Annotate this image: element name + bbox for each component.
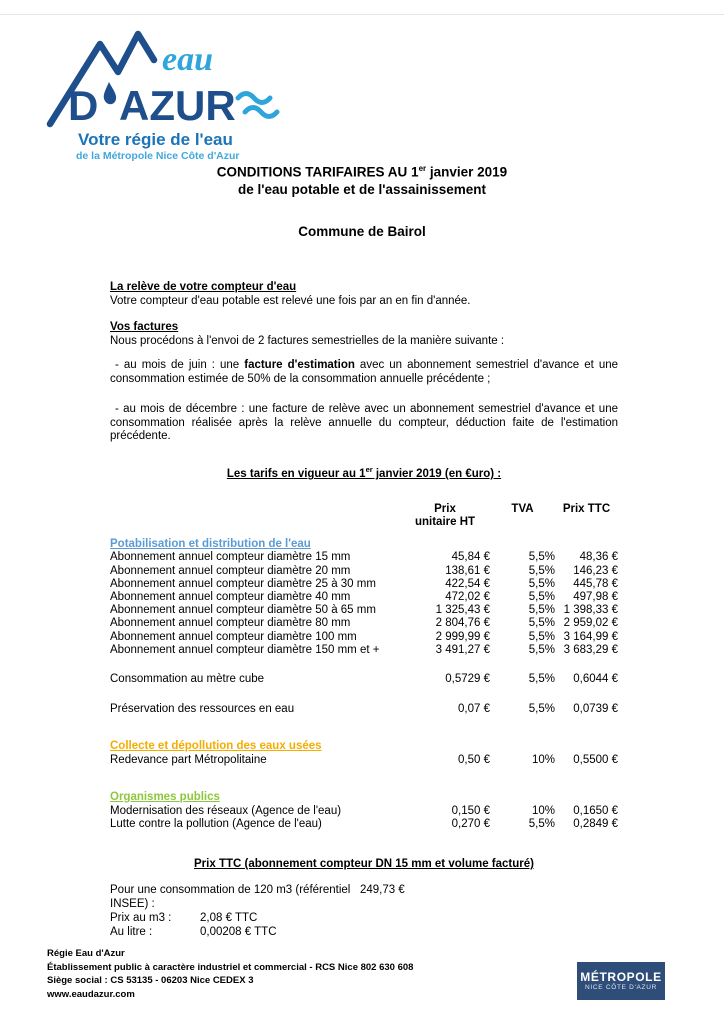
tariff-ht: 0,5729 € [445, 672, 490, 685]
tariff-ttc: 0,1650 € [573, 804, 618, 817]
tariff-tva: 5,5% [528, 551, 555, 564]
table-row [110, 818, 618, 831]
releve-heading: La relève de votre compteur d'eau [110, 281, 297, 293]
tariff-ttc: 2 959,02 € [563, 617, 618, 630]
water-drop-icon [104, 82, 116, 104]
prix-ttc-summary [110, 883, 618, 939]
prix-litre-label: Au litre : [110, 926, 153, 939]
tariff-tva: 5,5% [528, 643, 555, 656]
tariff-ttc: 3 164,99 € [563, 630, 618, 643]
tariff-tva: 5,5% [528, 703, 555, 716]
logo-eau-text: eau [162, 41, 213, 78]
table-row [110, 631, 618, 644]
footer-website-link[interactable]: www.eaudazur.com [47, 988, 135, 1000]
tariff-ht: 2 804,76 € [435, 617, 490, 630]
tariff-label: Redevance part Métropolitaine [110, 753, 267, 766]
tariff-ttc: 1 398,33 € [563, 604, 618, 617]
tariff-label: Préservation des ressources en eau [110, 703, 295, 716]
tariff-tva: 5,5% [528, 617, 555, 630]
tariff-tva: 5,5% [528, 604, 555, 617]
footer-address-line: Siège social : CS 53135 - 06203 Nice CEDEX 3 [47, 975, 254, 986]
tariff-label: Lutte contre la pollution (Agence de l'eau) [110, 817, 322, 830]
waves-icon [245, 108, 277, 117]
tariff-label: Abonnement annuel compteur diamètre 100 mm [110, 630, 357, 643]
tariff-ht: 472,02 € [445, 590, 490, 603]
factures-heading: Vos factures [110, 321, 179, 333]
tarifs-heading: Les tarifs en vigueur au 1er janvier 2019 (en €uro) : [226, 465, 502, 481]
column-header-tva: TVA [511, 502, 534, 515]
table-row [110, 805, 618, 818]
table-row [110, 673, 618, 686]
tariff-tva: 5,5% [528, 630, 555, 643]
tariff-label: Abonnement annuel compteur diamètre 80 mm [110, 617, 351, 630]
tariff-ttc: 0,5500 € [573, 753, 618, 766]
tariff-ttc: 497,98 € [573, 590, 618, 603]
table-row [110, 591, 618, 604]
tariff-label: Abonnement annuel compteur diamètre 25 à 30 mm [110, 577, 376, 590]
metropole-logo-line-1: MÉTROPOLE [580, 969, 662, 984]
tariff-tva: 10% [531, 804, 555, 817]
tariff-ttc: 0,0739 € [573, 703, 618, 716]
page-top-border [0, 14, 724, 15]
eau-dazur-logo [42, 24, 282, 164]
table-header-row [110, 503, 618, 529]
footer [47, 947, 517, 1001]
table-row [110, 604, 618, 617]
tariff-ttc: 3 683,29 € [563, 643, 618, 656]
tariff-ht: 3 491,27 € [435, 643, 490, 656]
tariff-ttc: 48,36 € [579, 551, 618, 564]
tariff-label: Abonnement annuel compteur diamètre 20 mm [110, 564, 351, 577]
footer-legal-line: Établissement public à caractère industriel et commercial - RCS Nice 802 630 608 [47, 961, 414, 973]
releve-body: Votre compteur d'eau potable est relevé une fois par an en fin d'année. [110, 294, 471, 307]
document-body [110, 281, 618, 939]
tariff-label: Abonnement annuel compteur diamètre 15 mm [110, 551, 351, 564]
tariff-ht: 45,84 € [451, 551, 490, 564]
tariff-ttc: 0,2849 € [573, 817, 618, 830]
logo-azur-text: AZUR [119, 82, 236, 129]
table-row [110, 644, 618, 657]
prix-litre-line [110, 925, 618, 939]
facture-juin-paragraph: - au mois de juin : une facture d'estimation avec un abonnement semestriel d'avance et une consommation estimée de 50% de la consommation annuelle précédente ; [110, 359, 619, 385]
tariff-label: Abonnement annuel compteur diamètre 50 à 65 mm [110, 604, 376, 617]
tariff-ht: 422,54 € [445, 577, 490, 590]
table-row [110, 754, 618, 767]
metropole-logo-line-2: NICE CÔTE D'AZUR [584, 983, 658, 991]
tariff-ht: 0,150 € [451, 804, 490, 817]
tariff-tva: 5,5% [528, 672, 555, 685]
metropole-nice-logo [577, 962, 665, 1000]
consommation-120m3-label: Pour une consommation de 120 m3 (référentiel INSEE) : [110, 884, 351, 911]
tariff-ht: 1 325,43 € [435, 604, 490, 617]
logo-tagline-2: de la Métropole Nice Côte d'Azur [76, 150, 240, 162]
tariff-label: Abonnement annuel compteur diamètre 150 mm et + [110, 643, 380, 656]
tariff-ttc: 0,6044 € [573, 672, 618, 685]
tariff-tva: 10% [531, 753, 555, 766]
section-heading-organismes: Organismes publics [110, 791, 220, 804]
table-row [110, 551, 618, 564]
consommation-120m3-line [110, 883, 618, 911]
document-title [0, 160, 724, 198]
tariff-label: Abonnement annuel compteur diamètre 40 mm [110, 590, 351, 603]
footer-company-name: Régie Eau d'Azur [47, 948, 125, 959]
facture-decembre-paragraph: - au mois de décembre : une facture de relève avec un abonnement semestriel d'avance et une consommation réalisée après la relève annuelle du compteur, déduction faite de l'estimation précédente. [110, 403, 618, 442]
prix-ttc-heading: Prix TTC (abonnement compteur DN 15 mm et volume facturé) [194, 857, 534, 870]
tariff-tva: 5,5% [528, 577, 555, 590]
table-row [110, 565, 618, 578]
column-header-prix-ttc: Prix TTC [562, 502, 611, 515]
commune-title: Commune de Bairol [298, 224, 426, 239]
section-heading-collecte: Collecte et dépollution des eaux usées [110, 740, 322, 753]
table-row [110, 703, 618, 716]
title-line-2: de l'eau potable et de l'assainissement [237, 181, 486, 197]
prix-litre-value: 0,00208 € TTC [200, 926, 277, 939]
tariff-ht: 2 999,99 € [435, 630, 490, 643]
consommation-120m3-value: 249,73 € [360, 884, 405, 897]
tariff-ttc: 445,78 € [573, 577, 618, 590]
factures-intro: Nous procédons à l'envoi de 2 factures semestrielles de la manière suivante : [110, 334, 505, 347]
section-heading-potabilisation: Potabilisation et distribution de l'eau [110, 537, 311, 550]
tariff-ht: 0,270 € [451, 817, 490, 830]
title-line-1: CONDITIONS TARIFAIRES AU 1er janvier 2019 [216, 164, 508, 180]
prix-m3-label: Prix au m3 : [110, 912, 172, 925]
column-header-prix-unitaire-ht: Prix unitaire HT [414, 502, 476, 528]
tariff-label: Consommation au mètre cube [110, 672, 265, 685]
tariff-ht: 138,61 € [445, 564, 490, 577]
waves-icon [238, 94, 270, 103]
tariff-label: Modernisation des réseaux (Agence de l'eau) [110, 804, 342, 817]
table-row [110, 617, 618, 630]
prix-m3-value: 2,08 € TTC [200, 912, 258, 925]
tariff-ht: 0,50 € [458, 753, 490, 766]
tariff-tva: 5,5% [528, 564, 555, 577]
tariff-ttc: 146,23 € [573, 564, 618, 577]
tariff-tva: 5,5% [528, 817, 555, 830]
logo-tagline-1: Votre régie de l'eau [78, 130, 233, 149]
logo-d-text: D [68, 82, 99, 129]
tariff-ht: 0,07 € [458, 703, 490, 716]
prix-m3-line [110, 911, 618, 925]
tariff-tva: 5,5% [528, 590, 555, 603]
table-row [110, 578, 618, 591]
